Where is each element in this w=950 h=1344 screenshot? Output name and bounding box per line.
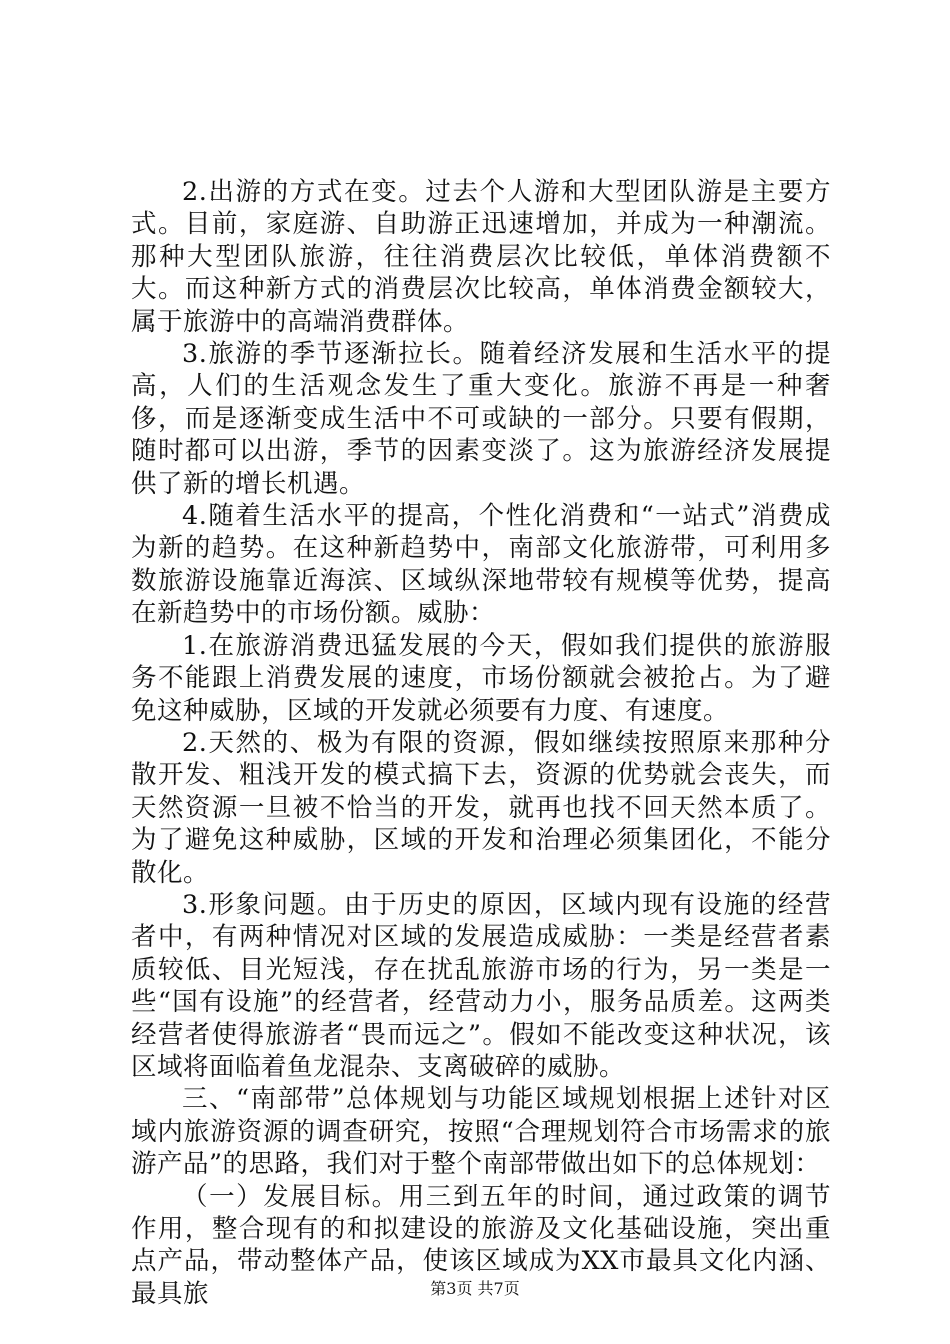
- paragraph-threat-resources: 2.天然的、极为有限的资源，假如继续按照原来那种分散开发、粗浅开发的模式搞下去，资源的优势就会丧失，而天然资源一旦被不恰当的开发，就再也找不回天然本质了。为了避免这种威胁，区域的开发和治理必须集团化，不能分散化。: [131, 727, 831, 888]
- document-body: [131, 176, 831, 1310]
- paragraph-threat-image: 3.形象问题。由于历史的原因，区域内现有设施的经营者中，有两种情况对区域的发展造成威胁：一类是经营者素质较低、目光短浅，存在扰乱旅游市场的行为，另一类是一些“国有设施”的经营者，经营动力小，服务品质差。这两类经营者使得旅游者“畏而远之”。假如不能改变这种状况，该区域将面临着鱼龙混杂、支离破碎的威胁。: [131, 889, 831, 1082]
- paragraph-travel-mode: 2.出游的方式在变。过去个人游和大型团队游是主要方式。目前，家庭游、自助游正迅速增加，并成为一种潮流。那种大型团队旅游，往往消费层次比较低，单体消费额不大。而这种新方式的消费层次比较高，单体消费金额较大，属于旅游中的高端消费群体。: [131, 177, 831, 337]
- paragraph-threat-market-share: 1.在旅游消费迅猛发展的今天，假如我们提供的旅游服务不能跟上消费发展的速度，市场份额就会被抢占。为了避免这种威胁，区域的开发就必须要有力度、有速度。: [131, 630, 831, 726]
- page-number-footer: 第3页 共7页: [430, 1279, 520, 1298]
- paragraph-development-goal: （一）发展目标。用三到五年的时间，通过政策的调节作用，整合现有的和拟建设的旅游及文化基础设施，突出重点产品，带动整体产品，使该区域成为XX市最具文化内涵、最具旅: [131, 1181, 831, 1309]
- paragraph-personalized-consumption: 4.随着生活水平的提高，个性化消费和“一站式”消费成为新的趋势。在这种新趋势中，南部文化旅游带，可利用多数旅游设施靠近海滨、区域纵深地带较有规模等优势，提高在新趋势中的市场份额。威胁：: [131, 501, 831, 629]
- paragraph-section-three-planning: 三、“南部带”总体规划与功能区域规划根据上述针对区域内旅游资源的调查研究，按照“合理规划符合市场需求的旅游产品”的思路，我们对于整个南部带做出如下的总体规划：: [131, 1084, 831, 1180]
- paragraph-travel-season: 3.旅游的季节逐渐拉长。随着经济发展和生活水平的提高，人们的生活观念发生了重大变化。旅游不再是一种奢侈，而是逐渐变成生活中不可或缺的一部分。只要有假期，随时都可以出游，季节的因素变淡了。这为旅游经济发展提供了新的增长机遇。: [131, 339, 831, 499]
